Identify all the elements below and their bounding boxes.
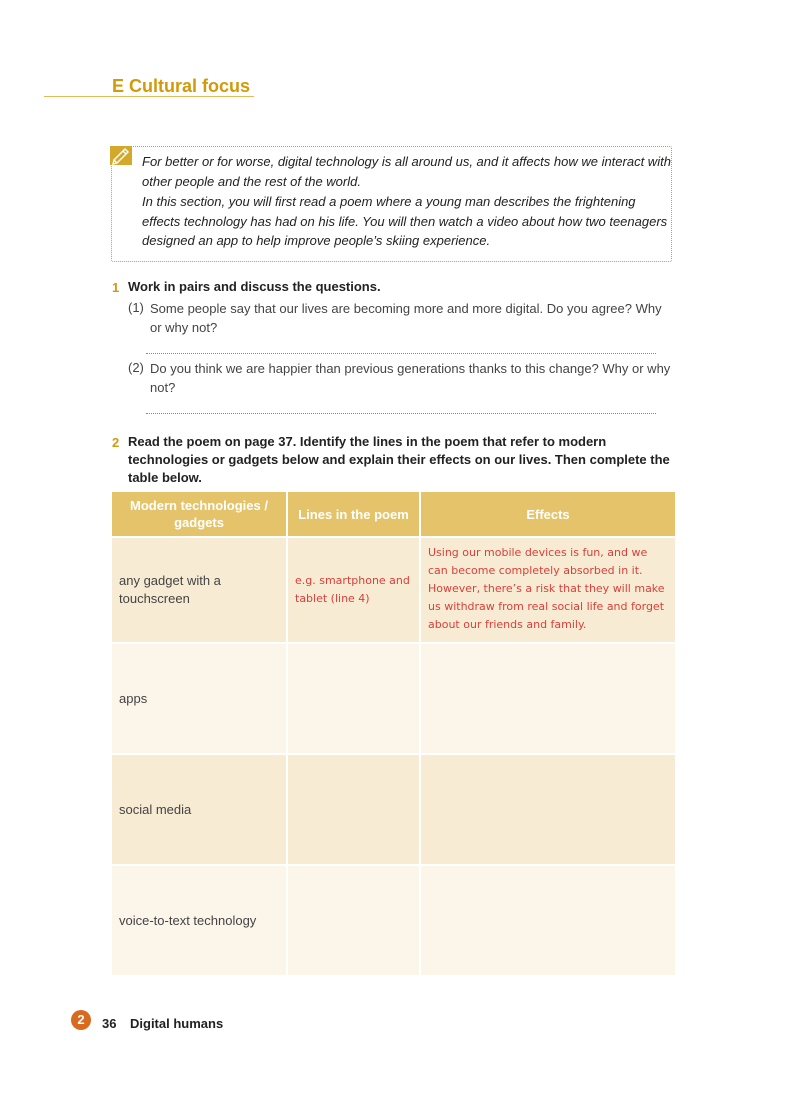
sub-question-text: Do you think we are happier than previous generations thanks to this change? Why or why not?: [150, 361, 671, 395]
answer-line[interactable]: [146, 413, 656, 414]
section-title: E Cultural focus: [112, 76, 251, 96]
lines-cell[interactable]: [287, 643, 420, 754]
lines-cell: e.g. smartphone and tablet (line 4): [287, 537, 420, 643]
intro-paragraph: For better or for worse, digital technology is all around us, and it affects how we interact with other people and the rest of the world.: [142, 154, 671, 189]
lines-cell[interactable]: [287, 865, 420, 976]
column-header-lines: Lines in the poem: [287, 492, 420, 537]
gadget-cell: social media: [112, 754, 287, 865]
column-header-effects: Effects: [420, 492, 675, 537]
question-heading: Read the poem on page 37. Identify the lines in the poem that refer to modern technologies or gadgets below and explain their effects on our lives. Then complete the table below.: [128, 434, 670, 485]
answer-line[interactable]: [146, 353, 656, 354]
gadget-cell: any gadget with a touchscreen: [112, 537, 287, 643]
gadgets-table: [112, 492, 675, 977]
table-header-row: [112, 492, 675, 537]
question-number: 2: [112, 435, 120, 450]
table-row: [112, 643, 675, 754]
intro-text: [142, 152, 672, 252]
effects-cell[interactable]: [420, 754, 675, 865]
sub-question-label: (2): [128, 360, 144, 375]
question-number: 1: [112, 280, 120, 295]
intro-paragraph: In this section, you will first read a poem where a young man describes the frightening effects technology has had on his life. You will then watch a video about how two teenagers designed an app to help improve people’s skiing experience.: [142, 194, 668, 248]
column-header-gadgets: Modern technologies / gadgets: [112, 492, 287, 537]
unit-title: Digital humans: [130, 1016, 224, 1031]
title-underline: [44, 96, 254, 97]
pencil-note-icon: [110, 146, 132, 165]
lines-cell[interactable]: [287, 754, 420, 865]
gadget-cell: voice-to-text technology: [112, 865, 287, 976]
table-row: [112, 754, 675, 865]
effects-cell[interactable]: [420, 865, 675, 976]
effects-cell: Using our mobile devices is fun, and we can become completely absorbed in it. However, there’s a risk that they will make us withdraw from real social life and forget about our friends and family.: [420, 537, 675, 643]
table-row: [112, 865, 675, 976]
gadget-cell: apps: [112, 643, 287, 754]
page-number: 36: [102, 1016, 117, 1031]
question-heading: Work in pairs and discuss the questions.: [128, 279, 381, 294]
unit-badge: 2: [71, 1010, 91, 1030]
sub-question-text: Some people say that our lives are becoming more and more digital. Do you agree? Why or why not?: [150, 301, 662, 335]
table-row: [112, 537, 675, 643]
effects-cell[interactable]: [420, 643, 675, 754]
sub-question-label: (1): [128, 300, 144, 315]
